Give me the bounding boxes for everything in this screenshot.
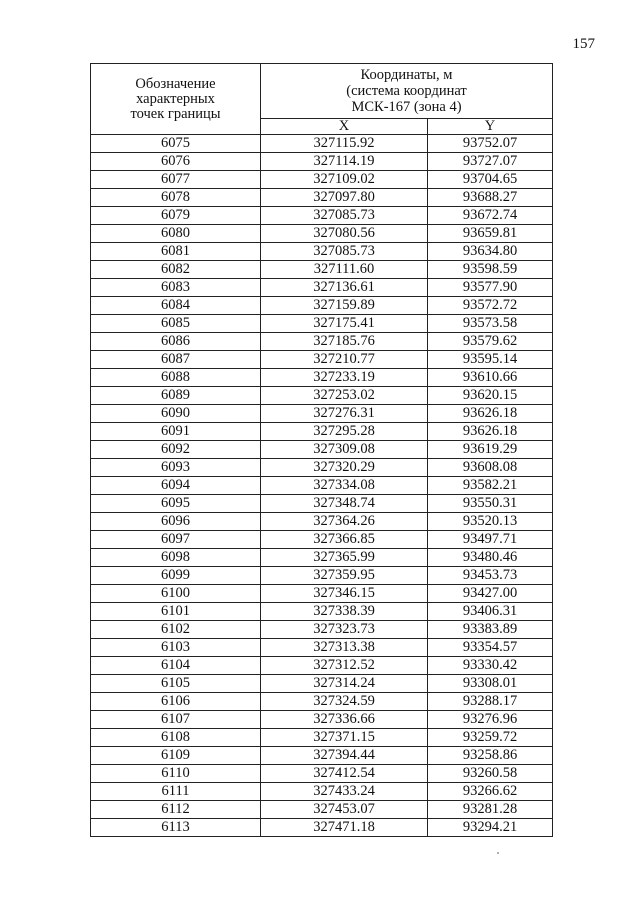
x-coordinate-cell: 327111.60 (261, 261, 428, 279)
x-coordinate-cell: 327365.99 (261, 549, 428, 567)
x-coordinate-cell: 327359.95 (261, 567, 428, 585)
y-coordinate-cell: 93608.08 (428, 459, 553, 477)
table-header (91, 64, 553, 135)
y-coordinate-cell: 93626.18 (428, 405, 553, 423)
x-coordinate-cell: 327309.08 (261, 441, 428, 459)
x-coordinate-cell: 327433.24 (261, 783, 428, 801)
point-id-cell: 6084 (91, 297, 261, 315)
y-coordinate-cell: 93620.15 (428, 387, 553, 405)
y-coordinate-cell: 93634.80 (428, 243, 553, 261)
table-row (91, 783, 553, 801)
table-row (91, 405, 553, 423)
table-row (91, 513, 553, 531)
table-row (91, 801, 553, 819)
x-coordinate-cell: 327295.28 (261, 423, 428, 441)
x-coordinate-cell: 327276.31 (261, 405, 428, 423)
table-row (91, 225, 553, 243)
point-id-cell: 6098 (91, 549, 261, 567)
y-coordinate-cell: 93259.72 (428, 729, 553, 747)
x-coordinate-cell: 327159.89 (261, 297, 428, 315)
y-coordinate-cell: 93276.96 (428, 711, 553, 729)
x-coordinate-cell: 327080.56 (261, 225, 428, 243)
x-coordinate-cell: 327371.15 (261, 729, 428, 747)
table-row (91, 639, 553, 657)
y-coordinate-cell: 93704.65 (428, 171, 553, 189)
x-coordinate-cell: 327313.38 (261, 639, 428, 657)
y-coordinate-cell: 93406.31 (428, 603, 553, 621)
x-coordinate-cell: 327412.54 (261, 765, 428, 783)
x-coordinate-cell: 327136.61 (261, 279, 428, 297)
point-id-cell: 6081 (91, 243, 261, 261)
point-id-cell: 6094 (91, 477, 261, 495)
x-coordinate-cell: 327085.73 (261, 243, 428, 261)
x-coordinate-cell: 327471.18 (261, 819, 428, 837)
x-coordinate-cell: 327324.59 (261, 693, 428, 711)
y-coordinate-cell: 93427.00 (428, 585, 553, 603)
x-coordinate-cell: 327175.41 (261, 315, 428, 333)
x-coordinate-cell: 327312.52 (261, 657, 428, 675)
x-coordinate-cell: 327346.15 (261, 585, 428, 603)
table-row (91, 333, 553, 351)
point-designation-label: Обозначение характерных точек границы (130, 75, 221, 122)
y-coordinate-cell: 93266.62 (428, 783, 553, 801)
scan-speck (497, 852, 499, 854)
y-coordinate-cell: 93659.81 (428, 225, 553, 243)
point-id-cell: 6090 (91, 405, 261, 423)
point-id-cell: 6108 (91, 729, 261, 747)
table-row (91, 459, 553, 477)
y-coordinate-cell: 93330.42 (428, 657, 553, 675)
table-row (91, 297, 553, 315)
table-row (91, 477, 553, 495)
x-coordinate-cell: 327314.24 (261, 675, 428, 693)
point-id-cell: 6078 (91, 189, 261, 207)
y-coordinate-cell: 93752.07 (428, 135, 553, 153)
y-coordinate-cell: 93610.66 (428, 369, 553, 387)
point-designation-header (91, 64, 261, 135)
y-coordinate-cell: 93579.62 (428, 333, 553, 351)
point-id-cell: 6086 (91, 333, 261, 351)
point-id-cell: 6079 (91, 207, 261, 225)
x-coordinate-cell: 327338.39 (261, 603, 428, 621)
table-row (91, 729, 553, 747)
table-row (91, 621, 553, 639)
y-coordinate-cell: 93727.07 (428, 153, 553, 171)
x-coordinate-cell: 327115.92 (261, 135, 428, 153)
x-coordinate-cell: 327453.07 (261, 801, 428, 819)
table-row (91, 747, 553, 765)
coordinates-table (90, 63, 553, 837)
y-coordinate-cell: 93672.74 (428, 207, 553, 225)
y-coordinate-cell: 93354.57 (428, 639, 553, 657)
point-id-cell: 6093 (91, 459, 261, 477)
point-id-cell: 6097 (91, 531, 261, 549)
x-coordinate-cell: 327334.08 (261, 477, 428, 495)
y-coordinate-cell: 93626.18 (428, 423, 553, 441)
point-id-cell: 6080 (91, 225, 261, 243)
y-coordinate-cell: 93294.21 (428, 819, 553, 837)
table-row (91, 657, 553, 675)
coordinates-label: Координаты, м (система координат МСК-167 (зона 4) (346, 66, 467, 115)
table-row (91, 441, 553, 459)
point-id-cell: 6110 (91, 765, 261, 783)
table-row (91, 531, 553, 549)
table-row (91, 387, 553, 405)
point-id-cell: 6088 (91, 369, 261, 387)
table-row (91, 315, 553, 333)
x-coordinate-cell: 327253.02 (261, 387, 428, 405)
table-row (91, 765, 553, 783)
y-coordinate-cell: 93577.90 (428, 279, 553, 297)
point-id-cell: 6100 (91, 585, 261, 603)
y-coordinate-cell: 93308.01 (428, 675, 553, 693)
x-column-header: X (261, 118, 428, 134)
table-row (91, 153, 553, 171)
point-id-cell: 6099 (91, 567, 261, 585)
point-id-cell: 6092 (91, 441, 261, 459)
y-column-header: Y (428, 118, 553, 134)
table-body (91, 135, 553, 837)
table-row (91, 369, 553, 387)
x-coordinate-cell: 327394.44 (261, 747, 428, 765)
table-row (91, 189, 553, 207)
table-row (91, 603, 553, 621)
y-coordinate-cell: 93550.31 (428, 495, 553, 513)
y-coordinate-cell: 93453.73 (428, 567, 553, 585)
y-coordinate-cell: 93480.46 (428, 549, 553, 567)
point-id-cell: 6091 (91, 423, 261, 441)
y-coordinate-cell: 93520.13 (428, 513, 553, 531)
x-coordinate-cell: 327320.29 (261, 459, 428, 477)
y-coordinate-cell: 93288.17 (428, 693, 553, 711)
point-id-cell: 6089 (91, 387, 261, 405)
x-coordinate-cell: 327323.73 (261, 621, 428, 639)
point-id-cell: 6082 (91, 261, 261, 279)
point-id-cell: 6077 (91, 171, 261, 189)
point-id-cell: 6113 (91, 819, 261, 837)
table-row (91, 261, 553, 279)
y-coordinate-cell: 93619.29 (428, 441, 553, 459)
table-row (91, 495, 553, 513)
point-id-cell: 6102 (91, 621, 261, 639)
y-coordinate-cell: 93497.71 (428, 531, 553, 549)
x-coordinate-cell: 327366.85 (261, 531, 428, 549)
x-coordinate-cell: 327336.66 (261, 711, 428, 729)
table-row (91, 135, 553, 153)
point-id-cell: 6083 (91, 279, 261, 297)
point-id-cell: 6101 (91, 603, 261, 621)
point-id-cell: 6104 (91, 657, 261, 675)
x-coordinate-cell: 327210.77 (261, 351, 428, 369)
y-coordinate-cell: 93260.58 (428, 765, 553, 783)
x-coordinate-cell: 327233.19 (261, 369, 428, 387)
table-row (91, 567, 553, 585)
point-id-cell: 6112 (91, 801, 261, 819)
point-id-cell: 6105 (91, 675, 261, 693)
point-id-cell: 6076 (91, 153, 261, 171)
x-coordinate-cell: 327185.76 (261, 333, 428, 351)
y-coordinate-cell: 93582.21 (428, 477, 553, 495)
point-id-cell: 6095 (91, 495, 261, 513)
y-coordinate-cell: 93688.27 (428, 189, 553, 207)
point-id-cell: 6109 (91, 747, 261, 765)
table-row (91, 351, 553, 369)
coordinates-header (261, 64, 553, 119)
table-row (91, 585, 553, 603)
table-row (91, 243, 553, 261)
point-id-cell: 6096 (91, 513, 261, 531)
table-row (91, 693, 553, 711)
point-id-cell: 6103 (91, 639, 261, 657)
x-coordinate-cell: 327364.26 (261, 513, 428, 531)
table-row (91, 819, 553, 837)
table-row (91, 549, 553, 567)
y-coordinate-cell: 93281.28 (428, 801, 553, 819)
y-coordinate-cell: 93598.59 (428, 261, 553, 279)
point-id-cell: 6107 (91, 711, 261, 729)
point-id-cell: 6106 (91, 693, 261, 711)
table-row (91, 279, 553, 297)
y-coordinate-cell: 93573.58 (428, 315, 553, 333)
x-coordinate-cell: 327114.19 (261, 153, 428, 171)
x-coordinate-cell: 327085.73 (261, 207, 428, 225)
point-id-cell: 6085 (91, 315, 261, 333)
x-coordinate-cell: 327348.74 (261, 495, 428, 513)
table-row (91, 711, 553, 729)
table-row (91, 207, 553, 225)
y-coordinate-cell: 93258.86 (428, 747, 553, 765)
page-number: 157 (572, 36, 595, 52)
point-id-cell: 6075 (91, 135, 261, 153)
x-coordinate-cell: 327097.80 (261, 189, 428, 207)
table-row (91, 675, 553, 693)
table-row (91, 423, 553, 441)
point-id-cell: 6087 (91, 351, 261, 369)
y-coordinate-cell: 93572.72 (428, 297, 553, 315)
y-coordinate-cell: 93383.89 (428, 621, 553, 639)
y-coordinate-cell: 93595.14 (428, 351, 553, 369)
point-id-cell: 6111 (91, 783, 261, 801)
table-row (91, 171, 553, 189)
x-coordinate-cell: 327109.02 (261, 171, 428, 189)
